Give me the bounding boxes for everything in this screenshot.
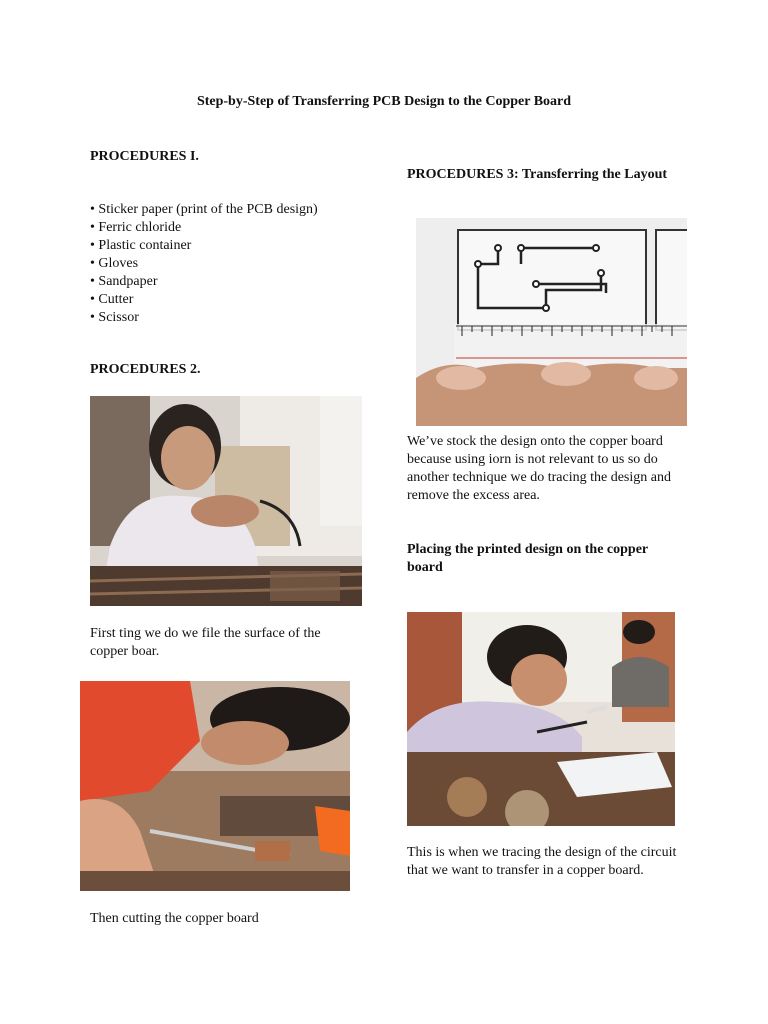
filing-photo xyxy=(90,396,362,606)
cutting-photo xyxy=(80,681,350,891)
placing-heading: Placing the printed design on the copper board xyxy=(407,542,648,575)
procedures-1-heading: PROCEDURES I. xyxy=(90,149,199,164)
list-item: • Cutter xyxy=(90,292,134,307)
list-item: • Sticker paper (print of the PCB design) xyxy=(90,202,318,217)
caption-filing: First ting we do we file the surface of the copper boar. xyxy=(90,626,321,659)
list-item: • Plastic container xyxy=(90,238,192,253)
pcb-layout-photo xyxy=(416,218,687,426)
list-item: • Sandpaper xyxy=(90,274,158,289)
list-item: • Gloves xyxy=(90,256,139,271)
procedures-3-heading: PROCEDURES 3: Transferring the Layout xyxy=(407,167,668,182)
caption-stock: We’ve stock the design onto the copper board because using iorn is not relevant to us so do another technique we do tracing the design and remove the excess area. xyxy=(407,434,671,503)
caption-cutting: Then cutting the copper board xyxy=(90,911,259,926)
list-item: • Ferric chloride xyxy=(90,220,182,235)
materials-list xyxy=(90,201,318,327)
page-title: Step-by-Step of Transferring PCB Design to the Copper Board xyxy=(196,94,572,109)
tracing-photo xyxy=(407,612,675,826)
caption-tracing: This is when we tracing the design of the circuit that we want to transfer in a copper board. xyxy=(407,845,677,878)
procedures-2-heading: PROCEDURES 2. xyxy=(90,362,201,377)
list-item: • Scissor xyxy=(90,310,139,325)
